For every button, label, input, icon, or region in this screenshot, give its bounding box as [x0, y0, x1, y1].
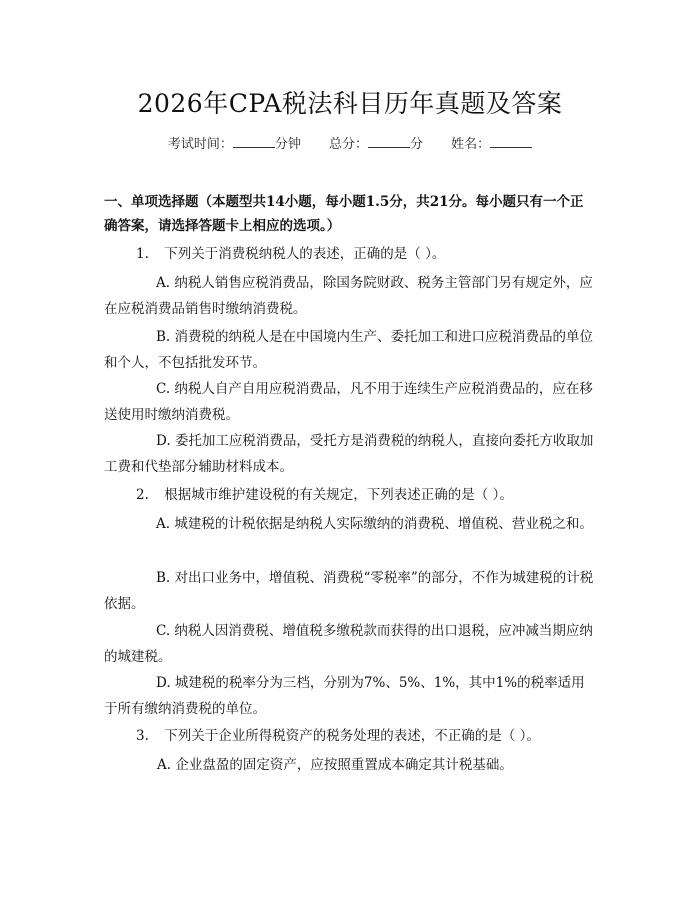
section-heading: 一、单项选择题（本题型共14小题，每小题1.5分，共21分。每小题只有一个正确答案，请选择答题卡上相应的选项。）	[104, 194, 584, 234]
name-blank	[490, 135, 532, 148]
question-2	[136, 483, 596, 507]
question-2-option-d: D. 城建税的税率分为三档，分别为7%、5%、1%，其中1%的税率适用于所有缴纳消费税的单位。	[104, 675, 585, 717]
exam-time-label: 考试时间：	[167, 137, 233, 152]
question-1-option-b: B. 消费税的纳税人是在中国境内生产、委托加工和进口应税消费品的单位和个人，不包括批发环节。	[104, 329, 594, 371]
question-text: 根据城市维护建设税的有关规定，下列表述正确的是（ ）。	[164, 487, 513, 503]
document-title: 2026年CPA税法科目历年真题及答案	[137, 89, 563, 118]
name-field	[451, 133, 532, 152]
total-score-field	[329, 133, 423, 152]
question-1-option-a: A. 纳税人销售应税消费品，除国务院财政、税务主管部门另有规定外，应在应税消费品销售时缴纳消费税。	[104, 275, 593, 317]
question-2-option-b: B. 对出口业务中，增值税、消费税“零税率”的部分，不作为城建税的计税依据。	[104, 570, 594, 612]
exam-time-unit: 分钟	[274, 137, 301, 152]
question-number: 3.	[136, 728, 149, 744]
question-2-option-c: C. 纳税人因消费税、增值税多缴税款而获得的出口退税，应冲减当期应纳的城建税。	[104, 623, 593, 665]
exam-time-blank	[233, 135, 275, 148]
question-2-option-a: A. 城建税的计税依据是纳税人实际缴纳的消费税、增值税、营业税之和。	[156, 516, 593, 532]
question-1-option-c: C. 纳税人自产自用应税消费品，凡不用于连续生产应税消费品的，应在移送使用时缴纳消费税。	[104, 381, 593, 423]
total-score-label: 总分：	[328, 137, 368, 152]
exam-info-line	[0, 133, 700, 152]
total-score-blank	[368, 135, 410, 148]
total-score-unit: 分	[410, 137, 424, 152]
question-text: 下列关于企业所得税资产的税务处理的表述，不正确的是（ ）。	[164, 728, 540, 744]
question-text: 下列关于消费税纳税人的表述，正确的是（ ）。	[164, 246, 446, 262]
name-label: 姓名：	[451, 137, 491, 152]
question-1-option-d: D. 委托加工应税消费品，受托方是消费税的纳税人，直接向委托方收取加工费和代垫部分辅助材料成本。	[104, 433, 594, 475]
question-3	[136, 724, 596, 748]
question-3-option-a: A. 企业盘盈的固定资产，应按照重置成本确定其计税基础。	[157, 757, 513, 773]
question-number: 1.	[136, 246, 149, 262]
question-number: 2.	[136, 487, 149, 503]
exam-time-field	[168, 133, 301, 152]
question-1	[136, 242, 596, 266]
